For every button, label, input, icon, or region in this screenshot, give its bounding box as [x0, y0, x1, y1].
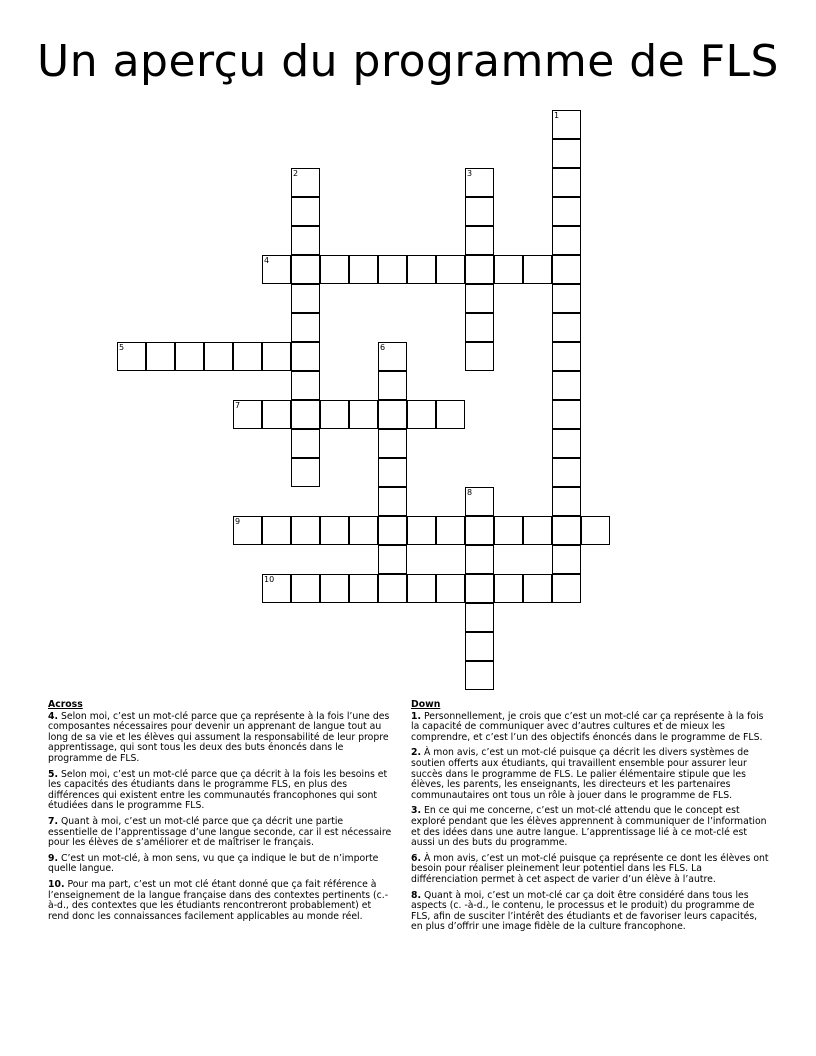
crossword-cell[interactable]: [552, 487, 581, 516]
crossword-cell[interactable]: [465, 197, 494, 226]
crossword-cell[interactable]: [552, 342, 581, 371]
crossword-cell[interactable]: [552, 458, 581, 487]
clue-number: 4: [264, 256, 270, 265]
crossword-cell[interactable]: [204, 342, 233, 371]
crossword-cell[interactable]: [494, 516, 523, 545]
crossword-cell[interactable]: [465, 632, 494, 661]
clue-number: 3: [467, 169, 473, 178]
crossword-cell[interactable]: [378, 429, 407, 458]
across-clue: [48, 854, 393, 875]
crossword-cell[interactable]: [552, 516, 581, 545]
crossword-cell[interactable]: [320, 574, 349, 603]
crossword-cell[interactable]: [233, 516, 262, 545]
clue-number: 2.: [411, 747, 422, 759]
crossword-cell[interactable]: [407, 516, 436, 545]
down-clues: [411, 700, 769, 938]
crossword-cell[interactable]: [291, 371, 320, 400]
crossword-cell[interactable]: [378, 458, 407, 487]
crossword-cell[interactable]: [291, 574, 320, 603]
clue-text: Personnellement, je crois que c’est un mot-clé car ça représente à la fois la capacité de communiquer avec d’autres cultures et de mieux les comprendre, et c’est l’un des objectifs énoncés dans le programme de FLS.: [411, 710, 764, 743]
crossword-cell[interactable]: [378, 255, 407, 284]
crossword-cell[interactable]: [436, 400, 465, 429]
crossword-cell[interactable]: [465, 226, 494, 255]
crossword-cell[interactable]: [262, 342, 291, 371]
down-clue: [411, 748, 769, 801]
crossword-cell[interactable]: [552, 226, 581, 255]
crossword-cell[interactable]: [291, 342, 320, 371]
across-heading: Across: [48, 699, 83, 710]
across-clue: [48, 817, 393, 849]
crossword-cell[interactable]: [407, 255, 436, 284]
clue-number: 7.: [48, 815, 59, 827]
clue-text: Pour ma part, c’est un mot clé étant donné que ça fait référence à l’enseignement de la langue française dans des contextes pertinents (c.-à-d., des contextes que les étudiants rencontreront probablement) et rend donc les connaissances facilement applicables au monde réel.: [48, 878, 389, 922]
crossword-cell[interactable]: [465, 487, 494, 516]
crossword-cell[interactable]: [465, 313, 494, 342]
crossword-cell[interactable]: [349, 574, 378, 603]
crossword-cell[interactable]: [552, 110, 581, 139]
across-clue: [48, 712, 393, 765]
crossword-cell[interactable]: [465, 168, 494, 197]
crossword-cell[interactable]: [175, 342, 204, 371]
crossword-cell[interactable]: [465, 284, 494, 313]
crossword-cell[interactable]: [320, 400, 349, 429]
crossword-cell[interactable]: [378, 516, 407, 545]
crossword-cell[interactable]: [378, 545, 407, 574]
clue-number: 9: [235, 517, 241, 526]
clue-text: C’est un mot-clé, à mon sens, vu que ça indique le but de n’importe quelle langue.: [48, 852, 379, 875]
crossword-cell[interactable]: [291, 516, 320, 545]
clue-text: Selon moi, c’est un mot-clé parce que ça décrit à la fois les besoins et les capacités des étudiants dans le programme FLS, en plus des différences qui existent entre les communautés francophones qui sont étudiées dans le programme FLS.: [48, 768, 388, 812]
clue-number: 2: [293, 169, 299, 178]
clue-number: 10.: [48, 878, 65, 890]
crossword-cell[interactable]: [552, 371, 581, 400]
page-title: Un aperçu du programme de FLS: [36, 36, 779, 87]
clue-number: 1: [554, 111, 560, 120]
crossword-cell[interactable]: [233, 400, 262, 429]
crossword-cell[interactable]: [465, 255, 494, 284]
clue-number: 1.: [411, 710, 422, 722]
crossword-cell[interactable]: [291, 168, 320, 197]
crossword-cell[interactable]: [291, 400, 320, 429]
crossword-cell[interactable]: [465, 603, 494, 632]
clue-number: 7: [235, 401, 241, 410]
crossword-cell[interactable]: [291, 429, 320, 458]
crossword-cell[interactable]: [262, 255, 291, 284]
crossword-cell[interactable]: [320, 516, 349, 545]
across-clue: [48, 770, 393, 812]
clue-text: Selon moi, c’est un mot-clé parce que ça représente à la fois l’une des composantes nécessaires pour devenir un apprenant de langue tout au long de sa vie et les élèves qui assument la responsabilité de leur propre apprentissage, qui sont tous les deux des buts énoncés dans le programme de FLS.: [48, 710, 390, 764]
crossword-cell[interactable]: [523, 516, 552, 545]
crossword-cell[interactable]: [552, 313, 581, 342]
clue-number: 10: [264, 575, 275, 584]
crossword-cell[interactable]: [262, 574, 291, 603]
crossword-cell[interactable]: [523, 255, 552, 284]
crossword-cell[interactable]: [407, 400, 436, 429]
crossword-cell[interactable]: [117, 342, 146, 371]
crossword-cell[interactable]: [378, 342, 407, 371]
down-clue: [411, 891, 769, 933]
crossword-cell[interactable]: [465, 574, 494, 603]
crossword-cell[interactable]: [407, 574, 436, 603]
crossword-cell[interactable]: [552, 429, 581, 458]
crossword-cell[interactable]: [262, 516, 291, 545]
across-clue-list: [48, 712, 393, 923]
crossword-cell[interactable]: [523, 574, 552, 603]
down-heading: Down: [411, 699, 441, 710]
crossword-cell[interactable]: [465, 342, 494, 371]
crossword-cell[interactable]: [349, 516, 378, 545]
crossword-cell[interactable]: [552, 545, 581, 574]
crossword-cell[interactable]: [233, 342, 262, 371]
clue-number: 4.: [48, 710, 59, 722]
crossword-cell[interactable]: [465, 545, 494, 574]
crossword-cell[interactable]: [494, 255, 523, 284]
crossword-cell[interactable]: [552, 400, 581, 429]
down-clue: [411, 712, 769, 744]
crossword-cell[interactable]: [436, 255, 465, 284]
crossword-cell[interactable]: [552, 168, 581, 197]
crossword-cell[interactable]: [378, 371, 407, 400]
crossword-cell[interactable]: [378, 487, 407, 516]
across-clue: [48, 880, 393, 922]
crossword-cell[interactable]: [349, 255, 378, 284]
crossword-cell[interactable]: [320, 255, 349, 284]
crossword-cell[interactable]: [262, 400, 291, 429]
down-clue: [411, 806, 769, 848]
down-clue: [411, 854, 769, 886]
crossword-cell[interactable]: [291, 197, 320, 226]
crossword-cell[interactable]: [436, 574, 465, 603]
crossword-cell[interactable]: [291, 458, 320, 487]
clue-number: 9.: [48, 852, 59, 864]
clue-number: 6.: [411, 852, 422, 864]
crossword-cell[interactable]: [552, 139, 581, 168]
crossword-cell[interactable]: [291, 255, 320, 284]
crossword-cell[interactable]: [552, 574, 581, 603]
clue-text: En ce qui me concerne, c’est un mot-clé attendu que le concept est exploré pendant que les élèves apprennent à communiquer de l’information et des idées dans une autre langue. L’apprentissage lié à ce mot-clé est aussi un des buts du programme.: [411, 805, 767, 849]
crossword-cell[interactable]: [378, 400, 407, 429]
crossword-cell[interactable]: [291, 226, 320, 255]
clue-number: 6: [380, 343, 386, 352]
crossword-cell[interactable]: [465, 516, 494, 545]
crossword-cell[interactable]: [436, 516, 465, 545]
crossword-cell[interactable]: [465, 661, 494, 690]
clue-number: 5: [119, 343, 125, 352]
crossword-cell[interactable]: [378, 574, 407, 603]
clue-number: 8.: [411, 889, 422, 901]
crossword-cell[interactable]: [552, 284, 581, 313]
down-clue-list: [411, 712, 769, 933]
crossword-cell[interactable]: [349, 400, 378, 429]
clue-text: À mon avis, c’est un mot-clé puisque ça décrit les divers systèmes de soutien offerts aux étudiants, qui travaillent ensemble pour assurer leur succès dans le programme de FLS. Le palier élémentaire stipule que les élèves, les parents, les enseignants, les directeurs et les partenaires communautaires ont tous un rôle à jouer dans le programme de FLS.: [411, 747, 749, 801]
clue-text: À mon avis, c’est un mot-clé puisque ça représente ce dont les élèves ont besoin pour réaliser pleinement leur potentiel dans les FLS. La différenciation permet à cet aspect de varier d’un élève à l’autre.: [411, 852, 769, 885]
crossword-cell[interactable]: [291, 313, 320, 342]
crossword-cell[interactable]: [552, 255, 581, 284]
clue-number: 8: [467, 488, 473, 497]
clue-number: 3.: [411, 805, 422, 817]
crossword-cell[interactable]: [552, 197, 581, 226]
crossword-cell[interactable]: [146, 342, 175, 371]
clue-number: 5.: [48, 768, 59, 780]
across-clues: [48, 700, 393, 927]
clue-text: Quant à moi, c’est un mot-clé parce que ça décrit une partie essentielle de l’apprentissage d’une langue seconde, car il est nécessaire pour les élèves de s’améliorer et de maîtriser le français.: [48, 815, 392, 849]
crossword-cell[interactable]: [494, 574, 523, 603]
crossword-cell[interactable]: [581, 516, 610, 545]
clue-text: Quant à moi, c’est un mot-clé car ça doit être considéré dans tous les aspects (c. -à-d., le contenu, le processus et le produit) du programme de FLS, afin de susciter l’intérêt des étudiants et de favoriser leurs capacités, en plus d’offrir une image fidèle de la culture francophone.: [411, 889, 758, 933]
crossword-cell[interactable]: [291, 284, 320, 313]
